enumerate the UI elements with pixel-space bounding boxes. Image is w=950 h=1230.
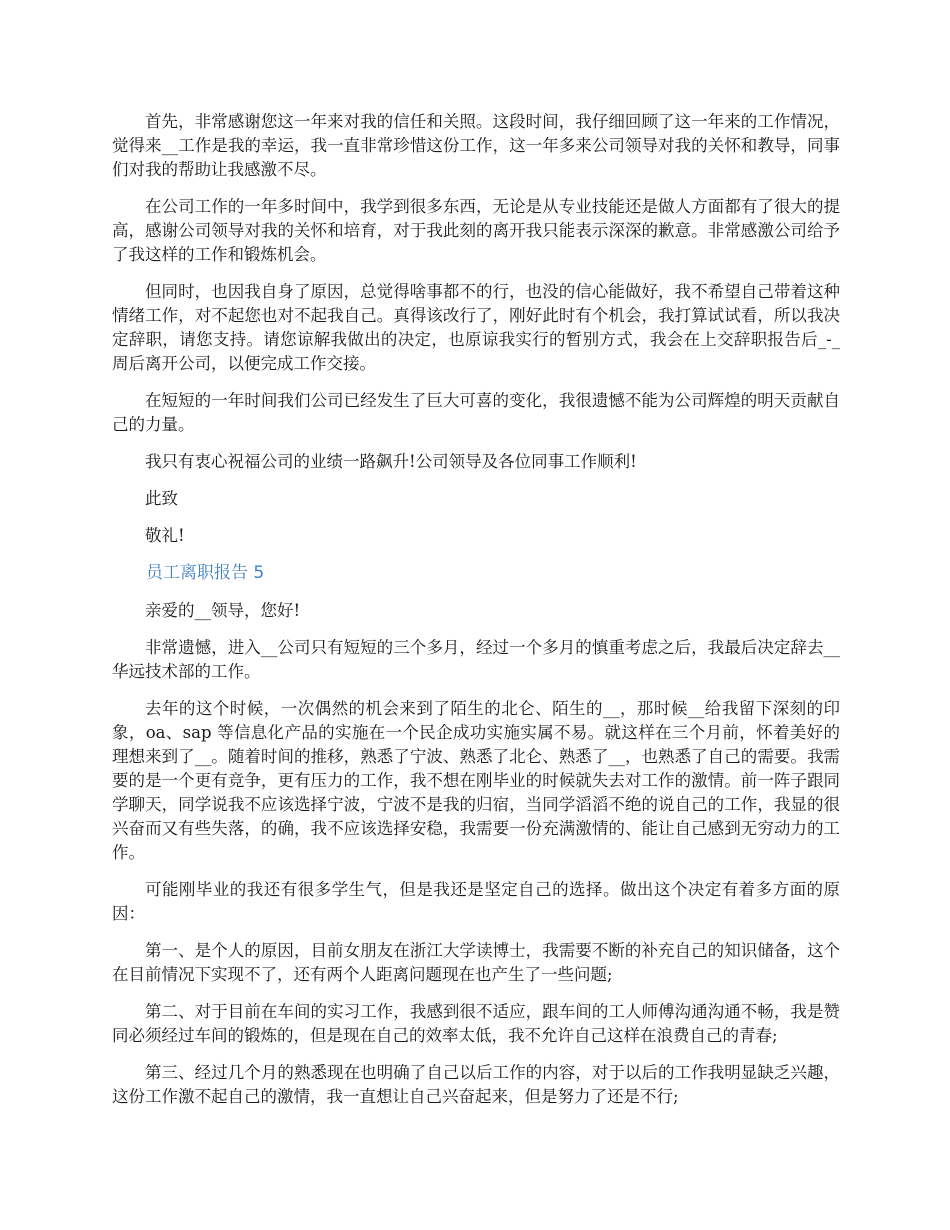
paragraph-reason-second: 第二、对于目前在车间的实习工作，我感到很不适应，跟车间的工人师傅沟通沟通不畅，我是赞同必须经过车间的锻炼的，但是现在自己的效率太低，我不允许自己这样在浪费自己的青春; <box>112 1002 840 1045</box>
paragraph-wishes: 我只有衷心祝福公司的业绩一路飙升!公司领导及各位同事工作顺利! <box>145 452 637 471</box>
paragraph-gratitude: 首先，非常感谢您这一年来对我的信任和关照。这段时间，我仔细回顾了这一年来的工作情况，觉得来__工作是我的幸运，我一直非常珍惜这份工作，这一年多来公司领导对我的关怀和教导，同事们对我的帮助让我感激不尽。 <box>112 112 840 179</box>
closing-salutation: 此致 <box>145 489 178 508</box>
greeting-line: 亲爱的__领导，您好! <box>145 601 301 620</box>
closing-regards: 敬礼! <box>145 526 185 545</box>
paragraph-background: 去年的这个时候，一次偶然的机会来到了陌生的北仑、陌生的__，那时候__给我留下深刻的印象，oa、sap 等信息化产品的实施在一个民企成功实施实属不易。就这样在三个月前，怀着美好的理想来到了__。随着时间的推移，熟悉了宁波、熟悉了北仑、熟悉了__，也熟悉了自己的需要。我需要的是一个更有竞争，更有压力的工作，我不想在刚毕业的时候就失去对工作的激情。前一阵子跟同学聊天，同学说我不应该选择宁波，宁波不是我的归宿，当同学滔滔不绝的说自己的工作，我显的很兴奋而又有些失落，的确，我不应该选择安稳，我需要一份充满激情的、能让自己感到无穷动力的工作。 <box>112 699 840 862</box>
paragraph-reason-first: 第一、是个人的原因，目前女朋友在浙江大学读博士，我需要不断的补充自己的知识储备，这个在目前情况下实现不了，还有两个人距离问题现在也产生了一些问题; <box>112 941 840 984</box>
paragraph-reason-third: 第三、经过几个月的熟悉现在也明确了自己以后工作的内容，对于以后的工作我明显缺乏兴趣，这份工作激不起自己的激情，我一直想让自己兴奋起来，但是努力了还是不行; <box>112 1063 840 1106</box>
paragraph-decision: 非常遗憾，进入__公司只有短短的三个多月，经过一个多月的慎重考虑之后，我最后决定辞去__华远技术部的工作。 <box>112 638 840 681</box>
paragraph-reasons-intro: 可能刚毕业的我还有很多学生气，但是我还是坚定自己的选择。做出这个决定有着多方面的原因： <box>112 880 840 923</box>
paragraph-reason: 但同时，也因我自身了原因，总觉得啥事都不的行，也没的信心能做好，我不希望自己带着这种情绪工作，对不起您也对不起我自己。真得该改行了，刚好此时有个机会，我打算试试看，所以我决定辞职，请您支持。请您谅解我做出的决定，也原谅我实行的暂别方式，我会在上交辞职报告后_-_周后离开公司，以便完成工作交接。 <box>112 282 840 373</box>
paragraph-regret: 在短短的一年时间我们公司已经发生了巨大可喜的变化，我很遗憾不能为公司辉煌的明天贡献自己的力量。 <box>112 391 840 434</box>
section-heading: 员工离职报告 5 <box>146 563 265 583</box>
paragraph-growth: 在公司工作的一年多时间中，我学到很多东西，无论是从专业技能还是做人方面都有了很大的提高，感谢公司领导对我的关怀和培育，对于我此刻的离开我只能表示深深的歉意。非常感激公司给予了我这样的工作和锻炼机会。 <box>112 197 840 264</box>
document-page <box>112 110 840 1122</box>
